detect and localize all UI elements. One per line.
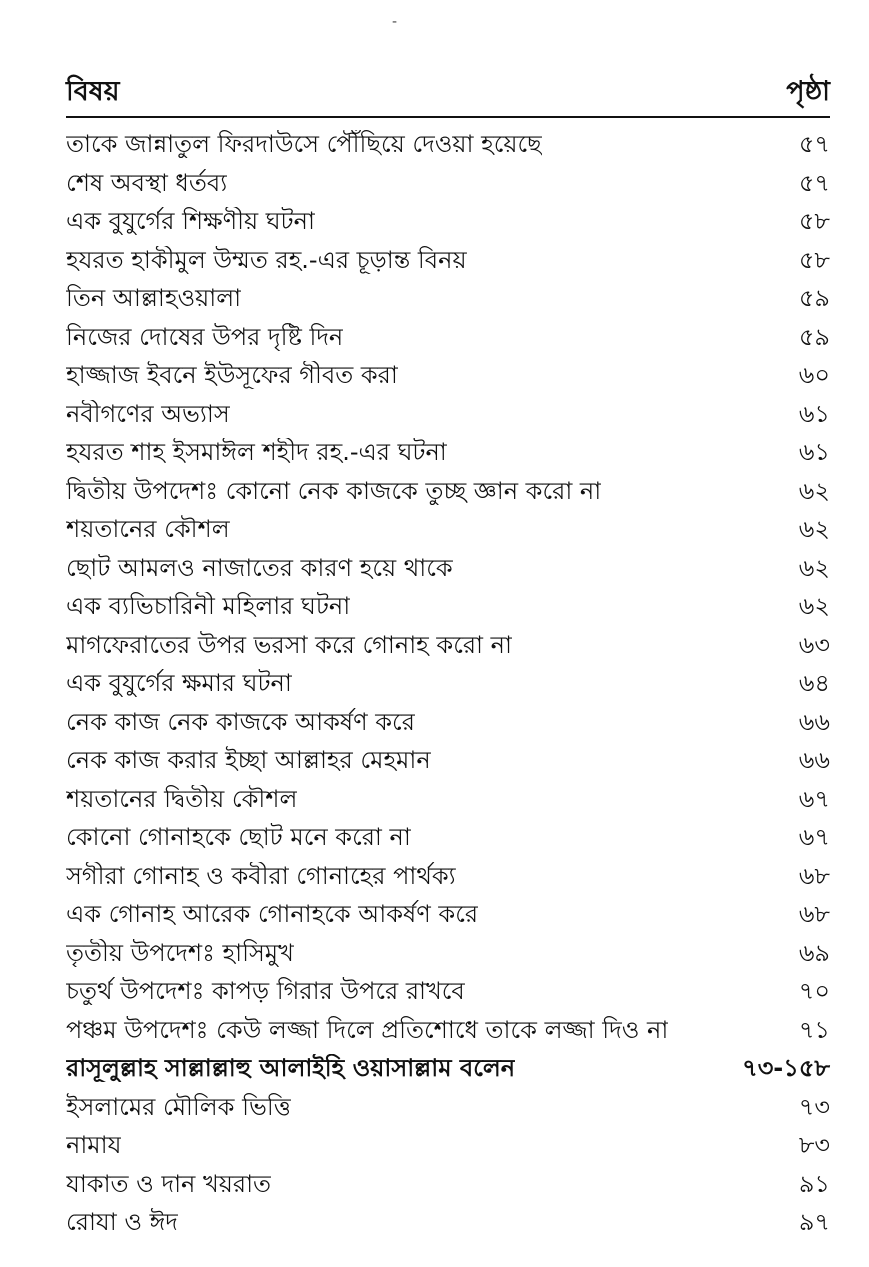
- toc-entry: [66, 548, 830, 587]
- toc-entry-page: ৬৮: [798, 900, 830, 928]
- toc-entry-title: দ্বিতীয় উপদেশঃ কোনো নেক কাজকে তুচ্ছ জ্ঞান করো না: [66, 476, 602, 505]
- toc-entry-page: ৬৯: [798, 938, 830, 967]
- toc-entry: [66, 625, 830, 664]
- toc-entry-page: ৭১: [798, 1015, 830, 1044]
- toc-entry-page: ৬২: [798, 476, 830, 505]
- toc-entry-page: ৭৩-১৫৮: [742, 1054, 830, 1082]
- toc-entry-page: ৯১: [798, 1169, 830, 1198]
- toc-entry: [66, 278, 830, 317]
- toc-entry-page: ৬২: [798, 515, 830, 543]
- toc-entry: [66, 509, 830, 548]
- toc-entry-title: এক বুযুর্গের শিক্ষণীয় ঘটনা: [66, 207, 315, 235]
- toc-entry-title: তৃতীয় উপদেশঃ হাসিমুখ: [66, 938, 294, 967]
- toc-entry: [66, 702, 830, 741]
- toc-entry-title: এক বুযুর্গের ক্ষমার ঘটনা: [66, 669, 292, 697]
- toc-entry: [66, 894, 830, 933]
- toc-entry-title: চতুর্থ উপদেশঃ কাপড় গিরার উপরে রাখবে: [66, 977, 465, 1005]
- toc-entry-title: তাকে জান্নাতুল ফিরদাউসে পৌঁছিয়ে দেওয়া হয়েছে: [66, 130, 542, 158]
- toc-entry-title: যাকাত ও দান খয়রাত: [66, 1169, 272, 1198]
- toc-entry-page: ৬৭: [798, 823, 830, 851]
- toc-entry: [66, 740, 830, 779]
- toc-entry-page: ৫৮: [798, 245, 830, 274]
- toc-entry-page: ৫৯: [798, 322, 830, 351]
- toc-entry-title: নামায: [66, 1131, 122, 1159]
- stray-mark: -: [392, 14, 398, 30]
- toc-header: [66, 66, 830, 118]
- toc-entry: [66, 1010, 830, 1049]
- toc-entry: [66, 201, 830, 240]
- toc-entry-page: ৭৩: [798, 1092, 830, 1121]
- toc-entry: [66, 971, 830, 1010]
- toc-entry: [66, 1202, 830, 1241]
- toc-entry-page: ৬১: [798, 438, 830, 466]
- toc-entry-page: ৬১: [798, 399, 830, 428]
- toc-entry-title: নেক কাজ করার ইচ্ছা আল্লাহর মেহমান: [66, 746, 431, 774]
- toc-entry-page: ৫৯: [798, 284, 830, 312]
- toc-entry: [66, 663, 830, 702]
- toc-entry-title: রাসূলুল্লাহ সাল্লাল্লাহু আলাইহি ওয়াসাল্লাম বলেন: [66, 1054, 516, 1082]
- toc-entry: [66, 124, 830, 163]
- toc-entry-page: ৬৮: [798, 861, 830, 890]
- toc-entry-title: শেষ অবস্থা ধর্তব্য: [66, 168, 228, 197]
- toc-entry-page: ৬২: [798, 553, 830, 582]
- toc-entry: [66, 779, 830, 818]
- toc-entry-title: হাজ্জাজ ইবনে ইউসূফের গীবত করা: [66, 361, 398, 389]
- toc-entry-page: ৬৬: [798, 707, 830, 736]
- toc-entry-title: এক ব্যভিচারিনী মহিলার ঘটনা: [66, 592, 351, 620]
- page-heading: পৃষ্ঠা: [786, 76, 830, 107]
- toc-entry-title: রোযা ও ঈদ: [66, 1208, 178, 1236]
- toc-entry-page: ৬৩: [798, 630, 830, 659]
- toc-entry-page: ৫৭: [798, 130, 830, 158]
- toc-entry: [66, 432, 830, 471]
- toc-entry-title: ইসলামের মৌলিক ভিত্তি: [66, 1092, 291, 1121]
- toc-entry-title: নেক কাজ নেক কাজকে আকর্ষণ করে: [66, 707, 415, 736]
- toc-entry-title: হযরত হাকীমুল উম্মত রহ.-এর চূড়ান্ত বিনয়: [66, 245, 467, 274]
- toc-entry: [66, 856, 830, 895]
- toc-entry: [66, 355, 830, 394]
- toc-entry-page: ৭০: [798, 977, 830, 1005]
- toc-entry: [66, 1125, 830, 1164]
- toc-entry-title: হযরত শাহ ইসমাঈল শহীদ রহ.-এর ঘটনা: [66, 438, 447, 466]
- toc-entry-title: নিজের দোষের উপর দৃষ্টি দিন: [66, 322, 344, 351]
- toc-entry-page: ৫৭: [798, 168, 830, 197]
- toc-entry: [66, 240, 830, 279]
- toc-entry-page: ৯৭: [798, 1208, 830, 1236]
- toc-entry-title: কোনো গোনাহকে ছোট মনে করো না: [66, 823, 411, 851]
- toc-entry: [66, 933, 830, 972]
- toc-entry-title: শয়তানের কৌশল: [66, 515, 230, 543]
- toc-entry-page: ৫৮: [798, 207, 830, 235]
- toc-entry-title: শয়তানের দ্বিতীয় কৌশল: [66, 784, 298, 813]
- toc-entry: [66, 394, 830, 433]
- toc-entry-title: তিন আল্লাহওয়ালা: [66, 284, 242, 312]
- toc-entry-page: ৬৭: [798, 784, 830, 813]
- toc-entry: [66, 586, 830, 625]
- toc-entry-page: ৬২: [798, 592, 830, 620]
- toc-entry-title: ছোট আমলও নাজাতের কারণ হয়ে থাকে: [66, 553, 453, 582]
- toc-entry-page: ৬৬: [798, 746, 830, 774]
- toc-entry: [66, 163, 830, 202]
- toc-entry: [66, 471, 830, 510]
- toc-entry-title: মাগফেরাতের উপর ভরসা করে গোনাহ করো না: [66, 630, 512, 659]
- subject-heading: বিষয়: [66, 76, 120, 107]
- toc-entry-title: এক গোনাহ আরেক গোনাহকে আকর্ষণ করে: [66, 900, 479, 928]
- toc-list: [66, 124, 830, 1241]
- toc-entry-title: পঞ্চম উপদেশঃ কেউ লজ্জা দিলে প্রতিশোধে তাকে লজ্জা দিও না: [66, 1015, 669, 1044]
- toc-entry: [66, 1164, 830, 1203]
- toc-entry: [66, 1048, 830, 1087]
- toc-entry-title: সগীরা গোনাহ ও কবীরা গোনাহের পার্থক্য: [66, 861, 456, 890]
- toc-entry-page: ৬০: [798, 361, 830, 389]
- toc-entry: [66, 317, 830, 356]
- toc-entry-page: ৬৪: [798, 669, 830, 697]
- toc-entry: [66, 1087, 830, 1126]
- toc-entry-page: ৮৩: [798, 1131, 830, 1159]
- toc-entry-title: নবীগণের অভ্যাস: [66, 399, 230, 428]
- toc-entry: [66, 817, 830, 856]
